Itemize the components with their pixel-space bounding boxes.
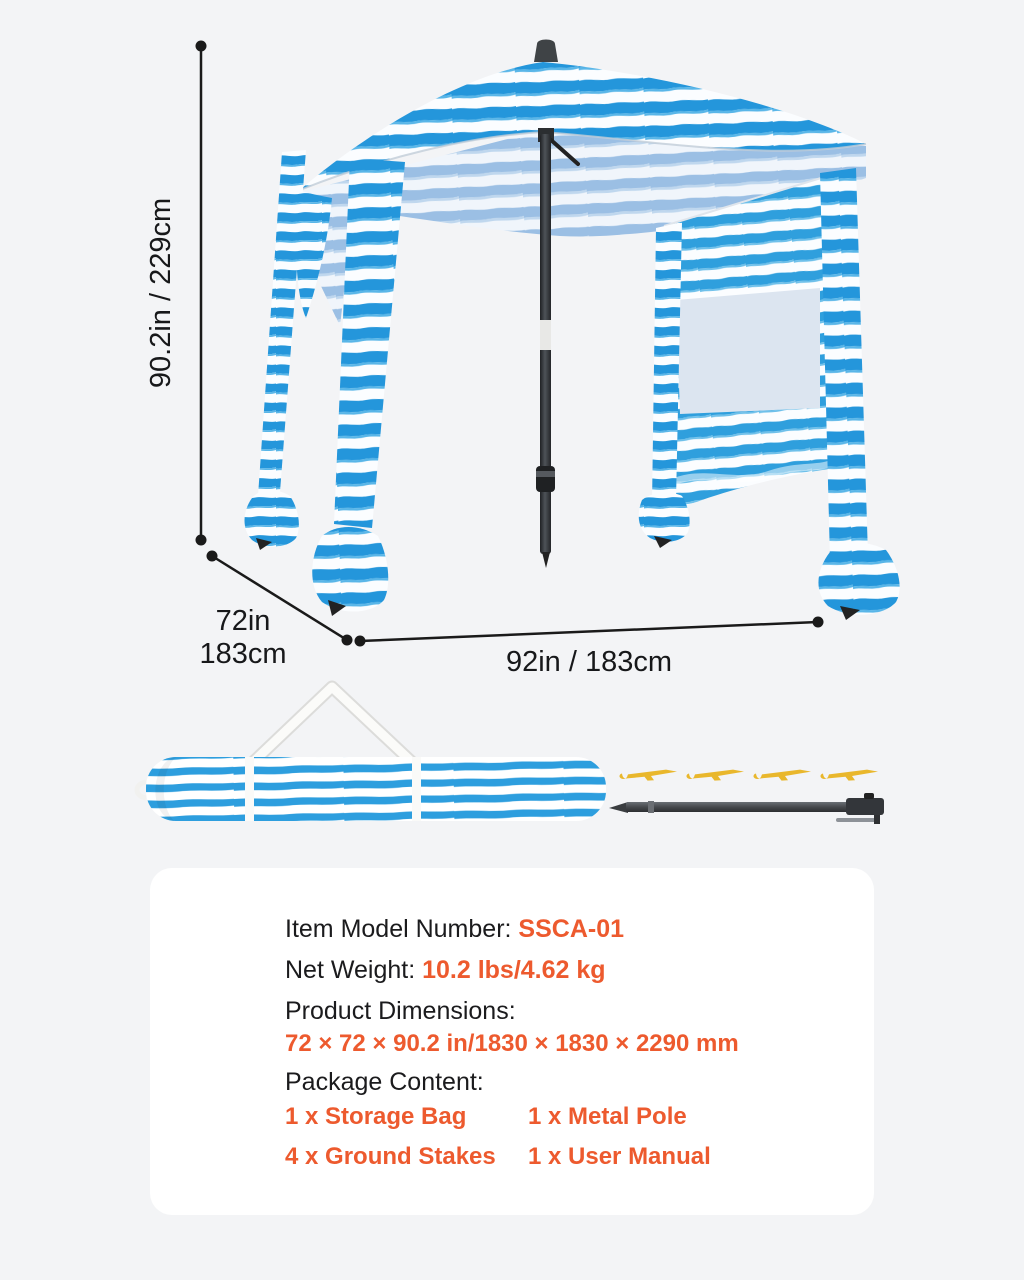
item-model-label: Item Model Number:: [285, 915, 519, 943]
dimension-endpoint-dot: [196, 535, 207, 546]
depth-dimension-label-in: 72in: [215, 605, 271, 637]
dimension-endpoint-dot: [207, 551, 218, 562]
ground-stake-icon: [753, 770, 811, 781]
ground-stakes-illustration: [619, 770, 878, 781]
item-model-value: SSCA-01: [518, 915, 625, 943]
package-content-label: Package Content:: [285, 1068, 484, 1096]
depth-dimension-label-cm: 183cm: [199, 638, 287, 670]
front-right-leg: [818, 168, 899, 620]
bag-strap: [412, 757, 421, 821]
dimension-endpoint-dot: [342, 635, 353, 646]
width-dimension-line: [355, 617, 824, 647]
net-weight-value: 10.2 lbs/4.62 kg: [422, 956, 606, 984]
dimension-endpoint-dot: [813, 617, 824, 628]
product-dimensions-value: 72 × 72 × 90.2 in/1830 × 1830 × 2290 mm: [285, 1030, 739, 1057]
package-item-user-manual: 1 x User Manual: [528, 1143, 711, 1170]
finial-cap: [534, 40, 558, 63]
side-wall: [656, 171, 844, 507]
dimension-labels: [145, 198, 672, 678]
width-dimension-label: 92in / 183cm: [505, 646, 673, 678]
ground-stake-icon: [820, 770, 878, 781]
bag-strap: [245, 757, 254, 821]
pole-label: [540, 320, 551, 350]
beach-cabana-illustration: [245, 40, 900, 621]
net-weight-label: Net Weight:: [285, 956, 423, 984]
item-model-line: [285, 915, 624, 944]
ground-stake-icon: [619, 770, 677, 781]
height-dimension-label: 90.2in / 229cm: [145, 197, 177, 389]
package-item-storage-bag: 1 x Storage Bag: [285, 1103, 467, 1130]
dimension-endpoint-dot: [196, 41, 207, 52]
spec-card: [150, 868, 874, 1215]
ground-stake-icon: [686, 770, 744, 781]
height-dimension-line: [196, 41, 207, 546]
package-item-metal-pole: 1 x Metal Pole: [528, 1103, 687, 1130]
net-weight-line: [285, 956, 606, 985]
back-left-leg: [245, 150, 307, 550]
wall-window: [676, 288, 820, 414]
pole-collar: [536, 466, 555, 492]
storage-bag-illustration: [137, 687, 606, 821]
product-dimensions-label: Product Dimensions:: [285, 997, 516, 1025]
metal-pole-illustration: [609, 793, 884, 824]
package-item-ground-stakes: 4 x Ground Stakes: [285, 1143, 496, 1170]
dimension-endpoint-dot: [355, 636, 366, 647]
